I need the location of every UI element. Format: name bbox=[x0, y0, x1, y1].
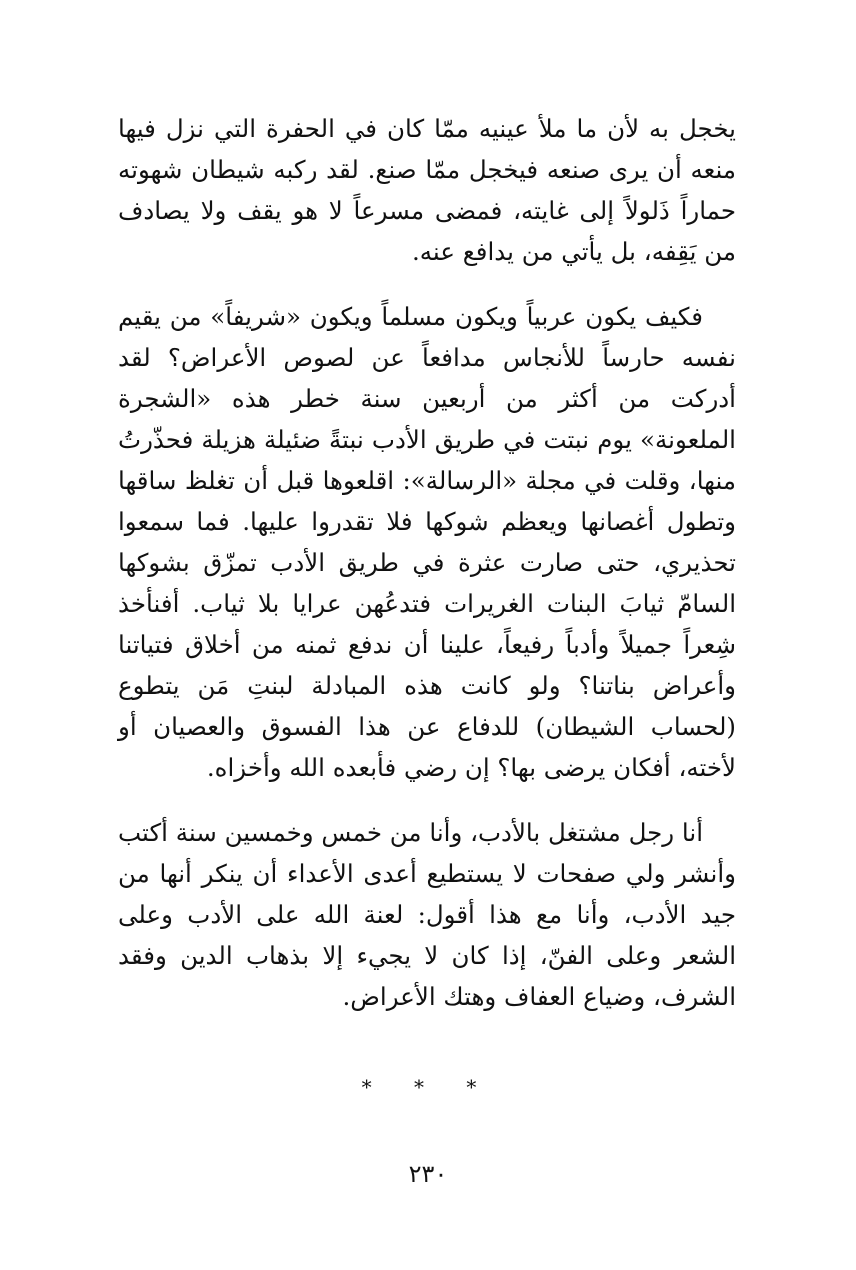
paragraph-2: فكيف يكون عربياً ويكون مسلماً ويكون «شريفاً» من يقيم نفسه حارساً للأنجاس مدافعاً عن لصوص الأعراض؟ لقد أدركت من أكثر من أربعين سنة خطر هذه «الشجرة الملعونة» يوم نبتت في طريق الأدب نبتةً ضئيلة هزيلة فحذّرتُ منها، وقلت في مجلة «الرسالة»: اقلعوها قبل أن تغلظ ساقها وتطول أغصانها ويعظم شوكها فلا تقدروا عليها. فما سمعوا تحذيري، حتى صارت عثرة في طريق الأدب تمزّق بشوكها السامّ ثيابَ البنات الغريرات فتدعُهن عرايا بلا ثياب. أفنأخذ شِعراً جميلاً وأدباً رفيعاً، علينا أن ندفع ثمنه من أخلاق فتياتنا وأعراض بناتنا؟ ولو كانت هذه المبادلة لبنتِ مَن يتطوع (لحساب الشيطان) للدفاع عن هذا الفسوق والعصيان أو لأخته، أفكان يرضى بها؟ إن رضي فأبعده الله وأخزاه. bbox=[118, 302, 736, 782]
section-separator: * * * bbox=[361, 1075, 495, 1099]
paragraph-3: أنا رجل مشتغل بالأدب، وأنا من خمس وخمسين سنة أكتب وأنشر ولي صفحات لا يستطيع أعدى الأعداء أن ينكر أنها من جيد الأدب، وأنا مع هذا أقول: لعنة الله على الأدب وعلى الشعر وعلى الفنّ، إذا كان لا يجيء إلا بذهاب الدين وفقد الشرف، وضياع العفاف وهتك الأعراض. bbox=[118, 818, 736, 1011]
paragraph-1: يخجل به لأن ما ملأ عينيه ممّا كان في الحفرة التي نزل فيها منعه أن يرى صنعه فيخجل ممّا صنع. لقد ركبه شيطان شهوته حماراً ذَلولاً إلى غايته، فمضى مسرعاً لا هو يقف ولا يصادف من يَقِفه، بل يأتي من يدافع عنه. bbox=[118, 114, 736, 266]
page-number: ٢٣٠ bbox=[408, 1160, 448, 1188]
body-text bbox=[118, 108, 736, 1017]
